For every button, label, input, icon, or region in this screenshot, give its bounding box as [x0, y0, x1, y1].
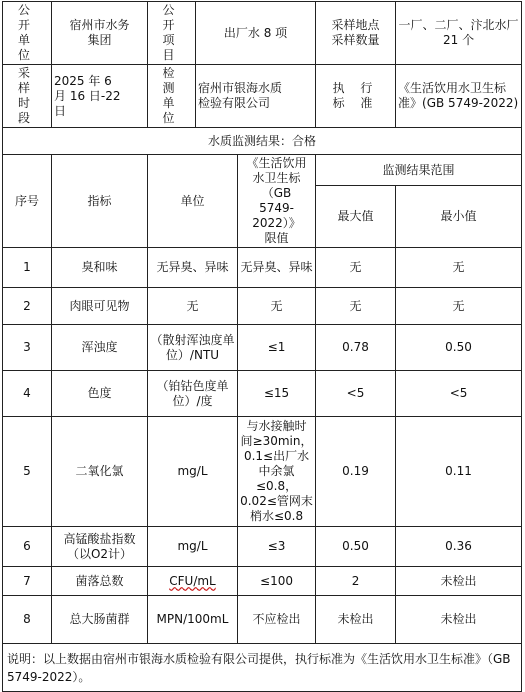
row-unit: （散射浑浊度单 位）/NTU [148, 325, 238, 371]
sampling-site-label: 采样地点 采样数量 [316, 2, 396, 65]
row-limit: 不应检出 [238, 596, 316, 644]
result-title-row [3, 128, 522, 155]
standard-value: 《生活饮用水卫生标 准》(GB 5749-2022) [396, 65, 522, 128]
table-row [3, 527, 522, 567]
row-indicator: 色度 [52, 371, 148, 417]
project-value: 出厂水 8 项 [196, 2, 316, 65]
table-row [3, 417, 522, 527]
row-indicator: 肉眼可见物 [52, 288, 148, 325]
row-limit: ≤100 [238, 567, 316, 596]
row-min: 0.11 [396, 417, 522, 527]
col-unit-header: 单位 [148, 155, 238, 248]
row-limit: ≤1 [238, 325, 316, 371]
period-value: 2025 年 6 月 16 日-22 日 [52, 65, 148, 128]
footnote: 说明：以上数据由宿州市银海水质检验有限公司提供，执行标准为《生活饮用水卫生标准》（GB 5749-2022）。 [3, 644, 522, 692]
publisher-label: 公 开 单 位 [3, 2, 52, 65]
row-limit: 与水接触时 间≥30min， 0.1≤出厂水 中余氯≤0.8， 0.02≤管网末 梢水≤0.8 [238, 417, 316, 527]
row-min: <5 [396, 371, 522, 417]
row-unit: 无 [148, 288, 238, 325]
row-min: 未检出 [396, 567, 522, 596]
standard-label: 执 行 标 准 [316, 65, 396, 128]
table-row [3, 371, 522, 417]
row-indicator: 二氧化氯 [52, 417, 148, 527]
row-unit: MPN/100mL [148, 596, 238, 644]
sampling-site-value: 一厂、二厂、汴北水厂 21 个 [396, 2, 522, 65]
row-max: 2 [316, 567, 396, 596]
column-header-row-1 [3, 155, 522, 186]
row-seq: 6 [3, 527, 52, 567]
row-max: 未检出 [316, 596, 396, 644]
row-max: 无 [316, 248, 396, 288]
header-row-1 [3, 2, 522, 65]
water-quality-table [2, 1, 522, 692]
row-min: 0.36 [396, 527, 522, 567]
row-indicator: 浑浊度 [52, 325, 148, 371]
row-unit: （铂钴色度单 位）/度 [148, 371, 238, 417]
row-max: <5 [316, 371, 396, 417]
period-label: 采 样 时 段 [3, 65, 52, 128]
row-unit: mg/L [148, 417, 238, 527]
row-indicator: 总大肠菌群 [52, 596, 148, 644]
result-title: 水质监测结果：合格 [3, 128, 522, 155]
row-limit: ≤3 [238, 527, 316, 567]
row-limit: ≤15 [238, 371, 316, 417]
table-row [3, 596, 522, 644]
row-seq: 4 [3, 371, 52, 417]
row-seq: 3 [3, 325, 52, 371]
lab-value: 宿州市银海水质 检验有限公司 [196, 65, 316, 128]
row-indicator: 菌落总数 [52, 567, 148, 596]
water-quality-report-sheet [2, 1, 521, 692]
row-seq: 8 [3, 596, 52, 644]
table-row [3, 567, 522, 596]
row-unit [148, 567, 238, 596]
table-row [3, 288, 522, 325]
row-seq: 5 [3, 417, 52, 527]
row-seq: 1 [3, 248, 52, 288]
row-unit: 无异臭、异味 [148, 248, 238, 288]
col-max-header: 最大值 [316, 186, 396, 248]
table-row [3, 248, 522, 288]
lab-label: 检 测 单 位 [148, 65, 196, 128]
col-range-header: 监测结果范围 [316, 155, 522, 186]
row-min: 0.50 [396, 325, 522, 371]
row-min: 无 [396, 248, 522, 288]
row-seq: 2 [3, 288, 52, 325]
row-max: 0.78 [316, 325, 396, 371]
publisher-value: 宿州市水务 集团 [52, 2, 148, 65]
row-unit-text: CFU/mL [169, 573, 216, 588]
project-label: 公 开 项 目 [148, 2, 196, 65]
row-indicator: 臭和味 [52, 248, 148, 288]
col-indicator-header: 指标 [52, 155, 148, 248]
row-min: 未检出 [396, 596, 522, 644]
row-seq: 7 [3, 567, 52, 596]
note-row [3, 644, 522, 692]
row-limit: 无异臭、异味 [238, 248, 316, 288]
table-row [3, 325, 522, 371]
col-min-header: 最小值 [396, 186, 522, 248]
row-limit: 无 [238, 288, 316, 325]
row-min: 无 [396, 288, 522, 325]
row-max: 0.19 [316, 417, 396, 527]
row-max: 0.50 [316, 527, 396, 567]
row-unit: mg/L [148, 527, 238, 567]
row-max: 无 [316, 288, 396, 325]
col-seq-header: 序号 [3, 155, 52, 248]
col-limit-header: 《生活饮用 水卫生标（GB 5749-2022）》 限值 [238, 155, 316, 248]
row-indicator: 高锰酸盐指数 （以O2计） [52, 527, 148, 567]
header-row-2 [3, 65, 522, 128]
